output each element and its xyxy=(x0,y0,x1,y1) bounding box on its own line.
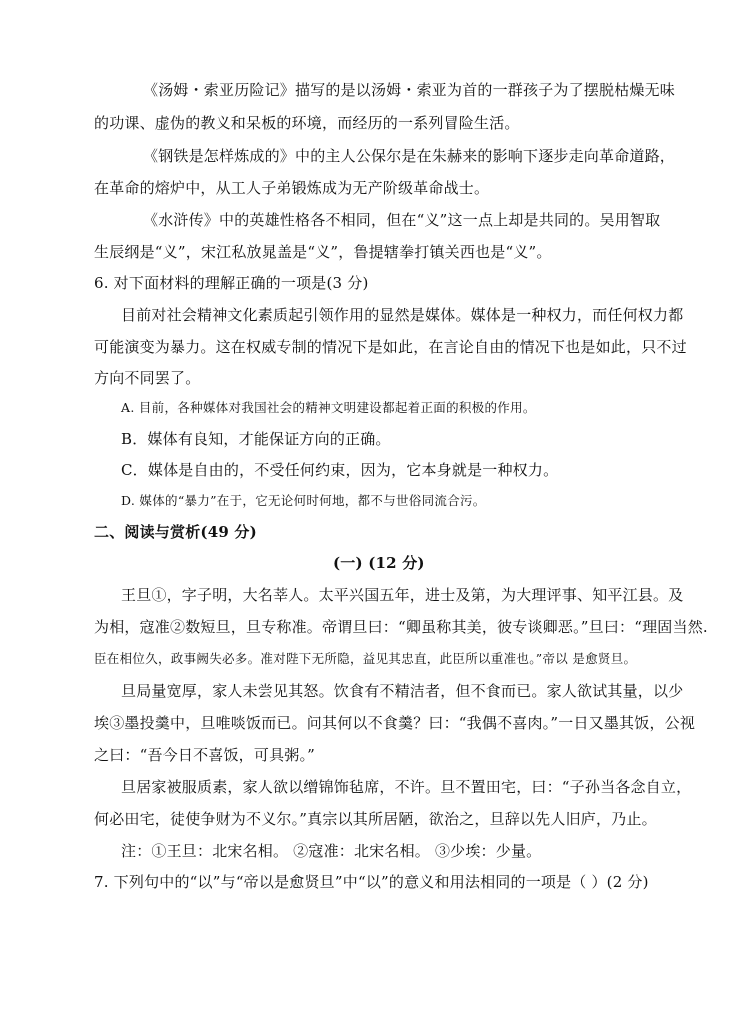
paragraph-steel-line-2: 在革命的熔炉中，从工人子弟锻炼成为无产阶级革命战士。 xyxy=(94,179,490,197)
option-a: A. 目前，各种媒体对我国社会的精神文明建设都起着正面的积极的作用。 xyxy=(121,400,536,415)
classical-text-line-6: 之曰：“吾今日不喜饭，可具粥。” xyxy=(94,746,316,764)
paragraph-tom-sawyer-line-2: 的功课、虚伪的教义和呆板的环境，而经历的一系列冒险生活。 xyxy=(94,114,520,132)
material-line-3: 方向不同罢了。 xyxy=(94,369,201,387)
material-line-2: 可能演变为暴力。这在权威专制的情况下是如此，在言论自由的情况下也是如此，只不过 xyxy=(94,338,687,356)
question-7: 7. 下列句中的“以”与“帝以是愈贤旦”中“以”的意义和用法相同的一项是（ ）(2 分) xyxy=(94,873,649,891)
paragraph-water-margin-line-2: 生辰纲是“义”，宋江私放晁盖是“义”，鲁提辖拳打镇关西也是“义”。 xyxy=(94,243,552,261)
classical-text-line-2: 为相，寇准②数短旦，旦专称准。帝谓旦曰：“卿虽称其美，彼专谈卿恶。”旦曰：“理固当然. xyxy=(94,618,708,636)
paragraph-water-margin-line-1: 《水浒传》中的英雄性格各不相同，但在“义”这一点上却是共同的。吴用智取 xyxy=(143,211,661,229)
option-b: B．媒体有良知，才能保证方向的正确。 xyxy=(121,430,391,448)
paragraph-tom-sawyer-line-1: 《汤姆・索亚历险记》描写的是以汤姆・索亚为首的一群孩子为了摆脱枯燥无味 xyxy=(143,81,676,99)
material-line-1: 目前对社会精神文化素质起引领作用的显然是媒体。媒体是一种权力，而任何权力都 xyxy=(121,306,684,324)
option-d: D. 媒体的“暴力”在于，它无论何时何地，都不与世俗同流合污。 xyxy=(121,493,486,508)
paragraph-steel-line-1: 《钢铁是怎样炼成的》中的主人公保尔是在朱赫来的影响下逐步走向革命道路， xyxy=(143,147,676,165)
classical-text-line-7: 旦居家被服质素，家人欲以缯锦饰毡席，不许。旦不置田宅，曰：“子孙当各念自立， xyxy=(121,778,692,796)
question-6: 6. 对下面材料的理解正确的一项是(3 分) xyxy=(94,274,369,292)
classical-text-line-1: 王旦①，字子明，大名莘人。太平兴国五年，进士及第，为大理评事、知平江县。及 xyxy=(121,586,684,604)
classical-text-line-8: 何必田宅，徒使争财为不义尔。”真宗以其所居陋，欲治之，旦辞以先人旧庐，乃止。 xyxy=(94,810,657,828)
subsection-1-heading: (一) (12 分) xyxy=(333,554,425,572)
annotation-note: 注：①王旦：北宋名相。 ②寇准：北宋名相。 ③少埃：少量。 xyxy=(121,842,542,860)
classical-text-line-5: 埃③墨投羹中，旦唯啖饭而已。问其何以不食羹？曰：“我偶不喜肉。”一日又墨其饭，公视 xyxy=(94,714,696,732)
option-c: C．媒体是自由的，不受任何约束，因为，它本身就是一种权力。 xyxy=(121,461,559,479)
section-2-heading: 二、阅读与赏析(49 分) xyxy=(94,523,257,541)
classical-text-line-3: 臣在相位久，政事阙失必多。准对陛下无所隐，益见其忠直，此臣所以重准也。”帝以 是愈贤旦。 xyxy=(94,651,637,666)
classical-text-line-4: 旦局量宽厚，家人未尝见其怒。饮食有不精洁者，但不食而已。家人欲试其量，以少 xyxy=(121,682,684,700)
